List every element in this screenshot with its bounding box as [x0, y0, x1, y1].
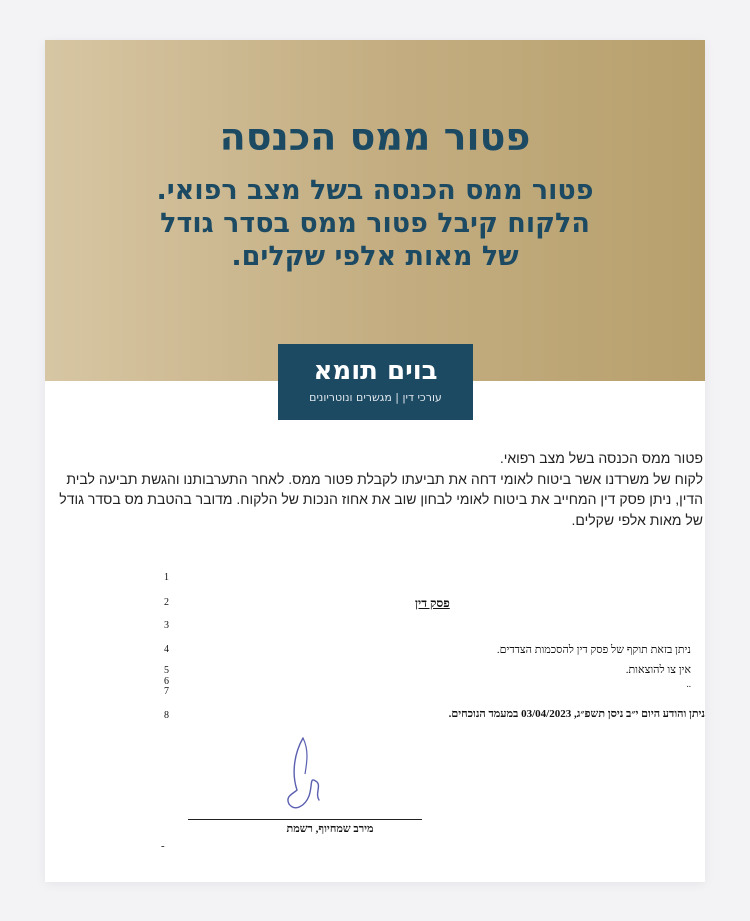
case-card: [45, 40, 705, 882]
ruling-line-5: אין צו להוצאות.: [625, 664, 691, 676]
line-number: 3: [164, 620, 169, 631]
ruling-line-4: ניתן בזאת תוקף של פסק דין להסכמות הצדדים.: [496, 644, 691, 656]
hero-title: פטור ממס הכנסה: [219, 115, 531, 159]
court-ruling-scan: [45, 560, 705, 880]
signer-name: מירב שמחיוף, רשמת: [286, 823, 374, 835]
line-number: 8: [164, 710, 169, 721]
case-description: [53, 448, 703, 530]
case-description-lead: פטור ממס הכנסה בשל מצב רפואי.: [499, 450, 703, 466]
firm-logo-tagline: עורכי דין | מגשרים ונוטריונים: [309, 391, 442, 404]
signature-line: [188, 819, 422, 820]
ruling-line-6: ..: [686, 679, 691, 689]
line-number: 1: [164, 572, 169, 583]
signature-image: [275, 732, 335, 822]
hero-subtitle-line: הלקוח קיבל פטור ממס בסדר גודל: [160, 208, 590, 239]
hero-banner: [45, 40, 705, 381]
line-number: 5: [164, 665, 169, 676]
trailing-dash: -: [161, 840, 165, 852]
case-description-body: לקוח של משרדנו אשר ביטוח לאומי דחה את תביעתו לקבלת פטור ממס. לאחר התערבותנו והגשת תביעה לבית הדין, ניתן פסק דין המחייב את ביטוח לאומי לבחון שוב את אחוז הנכות של הלקוח. מדובר בהטבת מס בסדר גודל של מאות אלפי שקלים.: [59, 470, 703, 528]
hero-subtitle-line: של מאות אלפי שקלים.: [231, 241, 519, 272]
firm-logo-name: בוים תומא: [313, 356, 438, 386]
ruling-heading: פסק דין: [415, 596, 450, 610]
line-number: 6: [164, 676, 169, 687]
firm-logo: [278, 344, 473, 420]
line-number: 4: [164, 644, 169, 655]
line-number: 7: [164, 686, 169, 697]
hero-subtitle: [105, 174, 645, 273]
ruling-given-line: ניתן והודע היום י״ב ניסן תשפ״ג, 03/04/2023 במעמד הנוכחים.: [448, 708, 705, 720]
hero-subtitle-line: פטור ממס הכנסה בשל מצב רפואי.: [156, 175, 594, 206]
line-number: 2: [164, 597, 169, 608]
